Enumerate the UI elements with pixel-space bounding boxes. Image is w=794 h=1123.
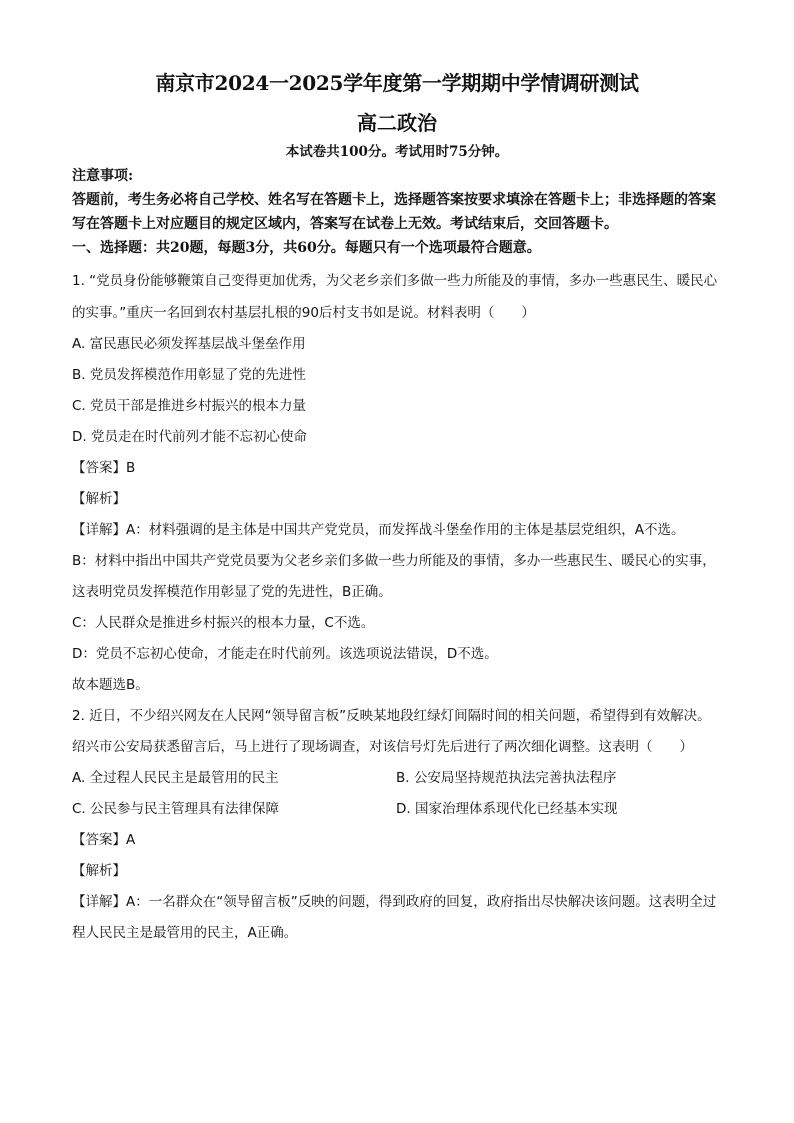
question-2-option-d: D. 国家治理体系现代化已经基本实现 [396, 801, 618, 817]
question-1-stem: 1. “党员身份能够鞭策自己变得更加优秀，为父老乡亲们多做一些力所能及的事情，多办一些惠民生、暖民心的实事。”重庆一名回到农村基层扎根的90后村支书如是说。材料表明（ ） [72, 273, 718, 321]
document-page [72, 66, 722, 949]
question-1-option-c: C. 党员干部是推进乡村振兴的根本力量 [72, 398, 307, 414]
question-2-options [72, 763, 722, 825]
question-1-explanation: B：材料中指出中国共产党党员要为父老乡亲们多做一些力所能及的事情，多办一些惠民生、暖民心的实事，这表明党员发挥模范作用彰显了党的先进性，B正确。 [72, 553, 716, 600]
question-1 [72, 265, 722, 701]
question-2 [72, 701, 722, 949]
exam-info: 本试卷共100分。考试用时75分钟。 [285, 144, 509, 160]
notice-body: 答题前，考生务必将自己学校、姓名写在答题卡上，选择题答案按要求填涂在答题卡上；非选择题的答案写在答题卡上对应题目的规定区域内，答案写在试卷上无效。考试结束后，交回答题卡。 [72, 192, 716, 232]
section-heading: 一、选择题：共20题，每题3分，共60分。每题只有一个选项最符合题意。 [72, 240, 541, 256]
question-2-analysis-label: 【解析】 [72, 863, 126, 879]
notice-heading: 注意事项: [72, 168, 134, 184]
question-2-answer: 【答案】A [72, 832, 136, 848]
question-1-option-a: A. 富民惠民必须发挥基层战斗堡垒作用 [72, 336, 306, 352]
question-1-answer: 【答案】B [72, 460, 136, 476]
question-1-explanation: C：人民群众是推进乡村振兴的根本力量，C不选。 [72, 615, 375, 631]
question-1-explanation: D：党员不忘初心使命，才能走在时代前列。该选项说法错误，D不选。 [72, 646, 498, 662]
question-1-option-d: D. 党员走在时代前列才能不忘初心使命 [72, 429, 307, 445]
question-2-option-a: A. 全过程人民民主是最管用的民主 [72, 770, 279, 786]
question-2-option-c: C. 公民参与民主管理具有法律保障 [72, 801, 280, 817]
question-2-stem: 2. 近日，不少绍兴网友在人民网“领导留言板”反映某地段红绿灯间隔时间的相关问题，希望得到有效解决。绍兴市公安局获悉留言后，马上进行了现场调查，对该信号灯先后进行了两次细化调整。这表明（ ） [72, 708, 711, 755]
exam-title: 南京市2024一2025学年度第一学期期中学情调研测试 [155, 71, 639, 95]
question-1-conclusion: 故本题选B。 [72, 677, 149, 693]
question-1-analysis-label: 【解析】 [72, 491, 126, 507]
question-1-option-b: B. 党员发挥模范作用彰显了党的先进性 [72, 367, 306, 383]
question-1-explanation: 【详解】A：材料强调的是主体是中国共产党党员，而发挥战斗堡垒作用的主体是基层党组织，A不选。 [72, 522, 685, 538]
question-2-explanation: 【详解】A：一名群众在“领导留言板”反映的问题，得到政府的回复，政府指出尽快解决该问题。这表明全过程人民民主是最管用的民主，A正确。 [72, 894, 717, 941]
question-2-option-b: B. 公安局坚持规范执法完善执法程序 [396, 770, 617, 786]
subject-title: 高二政治 [357, 111, 437, 135]
